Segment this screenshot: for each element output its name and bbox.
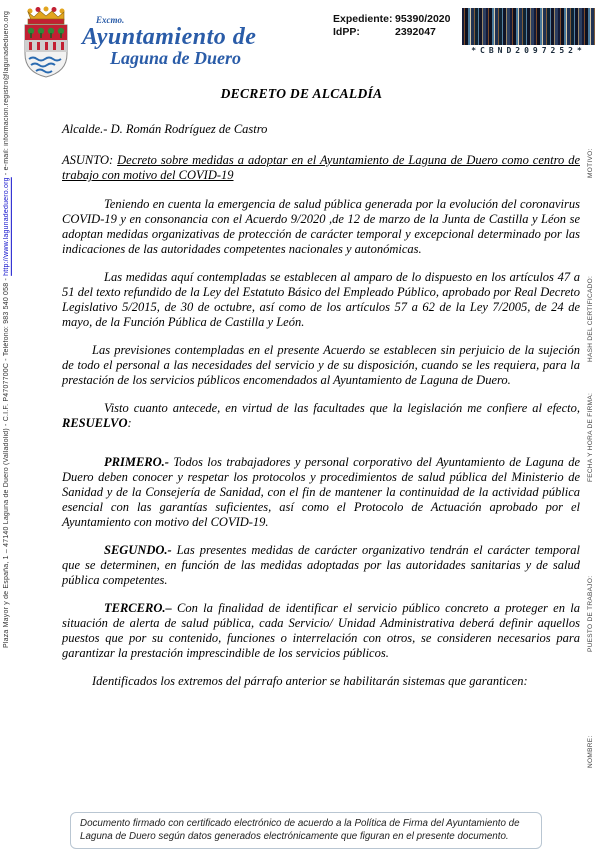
primero-text: Todos los trabajadores y personal corporativo del Ayuntamiento de Laguna de Duero deben conocer y respetar los protocolos y procedimientos de salud pública del Ministerio de Sanidad y de la Consejería de Sanidad, con el fin de mantener la continuidad de la actividad pública esencial con las garantías suficientes, así como el Protocolo de Actuación aprobado por el Ayuntamiento con motivo del COVID-19. — [62, 455, 580, 529]
page-title: DECRETO DE ALCALDÍA — [220, 86, 383, 101]
idpp-value: 2392047 — [395, 26, 436, 38]
document-body — [62, 122, 580, 702]
barcode-icon — [462, 8, 595, 45]
left-margin-address — [3, 10, 15, 648]
paragraph-medidas: Las medidas aquí contempladas se establecen al amparo de lo dispuesto en los artículos 47 a 51 del texto refundido de la Ley del Estatuto Básico del Empleado Público, aprobado por Real Decreto Legislativo 5/2015, de 30 de octubre, así como de los artículos 57 a 62 de la Ley 7/2005, de 24 de mayo, de la Función Pública de Castilla y León. — [62, 270, 580, 329]
resuelvo-prefix: Visto cuanto antecede, en virtud de las facultades que la legislación me confiere al efecto, — [104, 401, 580, 415]
idpp-label: IdPP: — [333, 26, 360, 38]
barcode-block — [462, 8, 595, 55]
org-name-excmo: Excmo. — [96, 15, 125, 25]
address-text: Plaza Mayor y de España, 1 – 47140 Laguna de Duero (Valladolid) - C.I.F. P4707700C - Teléfono: 983 540 058 - — [3, 275, 10, 648]
signature-label-fecha: FECHA Y HORA DE FIRMA: — [587, 392, 594, 482]
resuelvo-keyword: RESUELVO — [62, 416, 128, 430]
paragraph-teniendo: Teniendo en cuenta la emergencia de salud pública generada por la evolución del coronavirus COVID-19 y en consonancia con el Acuerdo 9/2020 ,de 12 de marzo de la Junta de Castilla y Léon se adoptan medidas organizativas de protección de carácter temporal y excepcional determinado por las indicaciones de las autoridades competentes nacionales y autonómicas. — [62, 197, 580, 256]
paragraph-resuelvo — [62, 401, 580, 431]
paragraph-previsiones: Las previsiones contempladas en el presente Acuerdo se establecen sin perjuicio de la sujeción de todo el personal a las necesidades del servicio y de su disposición, cuando se les requiera, para la prestación de los servicios públicos encomendados al Ayuntamiento de Laguna de Duero. — [62, 343, 580, 387]
org-name-line1: Ayuntamiento de — [82, 24, 257, 50]
segundo-label: SEGUNDO.- — [104, 543, 172, 557]
signature-label-nombre: NOMBRE: — [587, 735, 594, 768]
paragraph-primero — [62, 455, 580, 530]
paragraph-tercero — [62, 601, 580, 661]
paragraph-segundo — [62, 543, 580, 588]
primero-label: PRIMERO.- — [104, 455, 169, 469]
municipal-crest-icon — [16, 6, 76, 78]
tercero-text: Con la finalidad de identificar el servicio público concreto a proteger en la situación de alerta de salud pública, cada Servicio/ Unidad Administrativa deberá definir aquellos puestos que por su contenido, funciones o interrelación con otros, se consideren necesarios para garantizar la prestación imprescindible de los servicios públicos. — [62, 601, 580, 660]
barcode-text: *CBND2097252* — [471, 46, 586, 55]
org-name — [82, 16, 256, 67]
email-text: - e-mail: informacion.registro@lagunadeduero.org — [3, 10, 10, 178]
asunto-text: Decreto sobre medidas a adoptar en el Ayuntamiento de Laguna de Duero como centro de trabajo con motivo del COVID-19 — [62, 153, 580, 182]
signature-label-motivo: MOTIVO: — [587, 148, 594, 178]
signature-label-puesto: PUESTO DE TRABAJO: — [587, 575, 594, 652]
signature-notice: Documento firmado con certificado electrónico de acuerdo a la Política de Firma del Ayuntamiento de Laguna de Duero según datos generados electrónicamente que figuran en el presente documento. — [70, 812, 542, 849]
alcalde-line: Alcalde.- D. Román Rodríguez de Castro — [62, 122, 268, 136]
expediente-label: Expediente: — [333, 13, 393, 25]
paragraph-identificados: Identificados los extremos del párrafo anterior se habilitarán sistemas que garanticen: — [92, 674, 528, 688]
expediente-block — [333, 13, 450, 38]
asunto-label: ASUNTO: — [62, 153, 118, 167]
org-name-line2: Laguna de Duero — [110, 48, 242, 68]
website-link[interactable]: http://www.lagunadeduero.org — [3, 177, 10, 276]
tercero-label: TERCERO.– — [104, 601, 172, 615]
signature-label-hash: HASH DEL CERTIFICADO: — [587, 275, 594, 362]
expediente-value: 95390/2020 — [395, 13, 451, 25]
municipal-logo — [16, 6, 256, 78]
asunto-paragraph — [62, 153, 580, 183]
resuelvo-suffix: : — [127, 416, 132, 430]
segundo-text: Las presentes medidas de carácter organizativo tendrán el carácter temporal que se determinen, en función de las medidas adoptadas por las autoridades sanitarias y de salud pública competentes. — [62, 543, 580, 587]
